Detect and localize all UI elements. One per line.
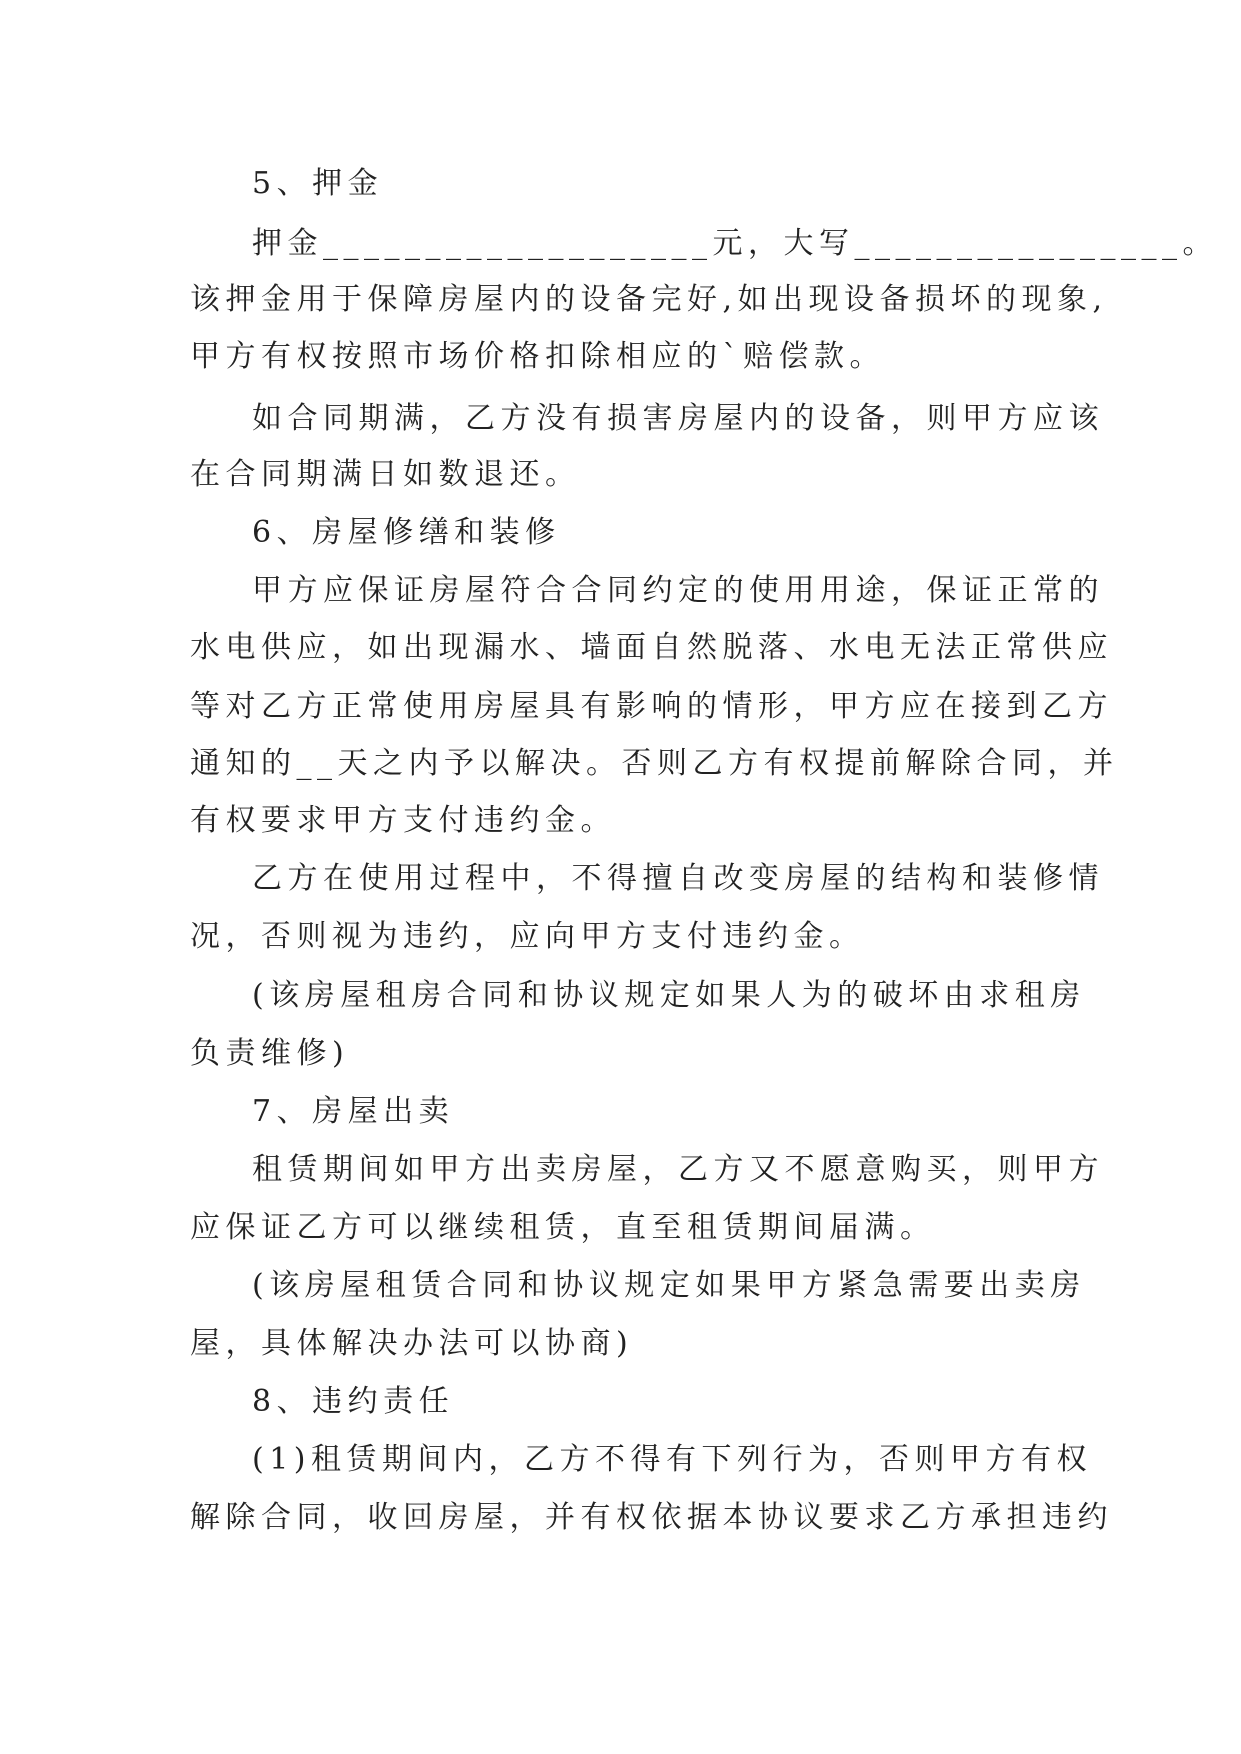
paragraph-line: 屋，具体解决办法可以协商) [190,1326,634,1361]
section-heading-repair: 6、房屋修缮和装修 [252,515,561,550]
deposit-amount-line: 押金___________________元，大写________________。 [252,226,1218,261]
paragraph-line: (该房屋租赁合同和协议规定如果甲方紧急需要出卖房 [252,1268,1086,1303]
paragraph-line: 解除合同，收回房屋，并有权依据本协议要求乙方承担违约 [190,1500,1113,1535]
section-heading-deposit: 5、押金 [252,166,384,201]
paragraph-line: 乙方在使用过程中，不得擅自改变房屋的结构和装修情 [252,861,1104,896]
paragraph-line: 有权要求甲方支付违约金。 [190,803,616,838]
paragraph-line: 等对乙方正常使用房屋具有影响的情形，甲方应在接到乙方 [190,689,1113,724]
paragraph-line: 租赁期间如甲方出卖房屋，乙方又不愿意购买，则甲方 [252,1152,1104,1187]
section-heading-breach: 8、违约责任 [252,1384,455,1419]
paragraph-line: 该押金用于保障房屋内的设备完好,如出现设备损坏的现象, [190,282,1108,317]
paragraph-line: 应保证乙方可以继续租赁，直至租赁期间届满。 [190,1210,936,1245]
paragraph-line: 如合同期满，乙方没有损害房屋内的设备，则甲方应该 [252,401,1104,436]
paragraph-line: (1)租赁期间内，乙方不得有下列行为，否则甲方有权 [252,1442,1092,1477]
paragraph-line: (该房屋租房合同和协议规定如果人为的破坏由求租房 [252,978,1086,1013]
paragraph-line: 水电供应，如出现漏水、墙面自然脱落、水电无法正常供应 [190,630,1113,665]
paragraph-line: 在合同期满日如数退还。 [190,457,581,492]
paragraph-line: 甲方应保证房屋符合合同约定的使用用途，保证正常的 [252,573,1104,608]
section-heading-sale: 7、房屋出卖 [252,1094,455,1129]
paragraph-line: 通知的__天之内予以解决。否则乙方有权提前解除合同，并 [190,746,1119,781]
paragraph-line: 负责维修) [190,1036,350,1071]
paragraph-line: 甲方有权按照市场价格扣除相应的`赔偿款。 [190,339,885,374]
paragraph-line: 况，否则视为违约，应向甲方支付违约金。 [190,919,865,954]
